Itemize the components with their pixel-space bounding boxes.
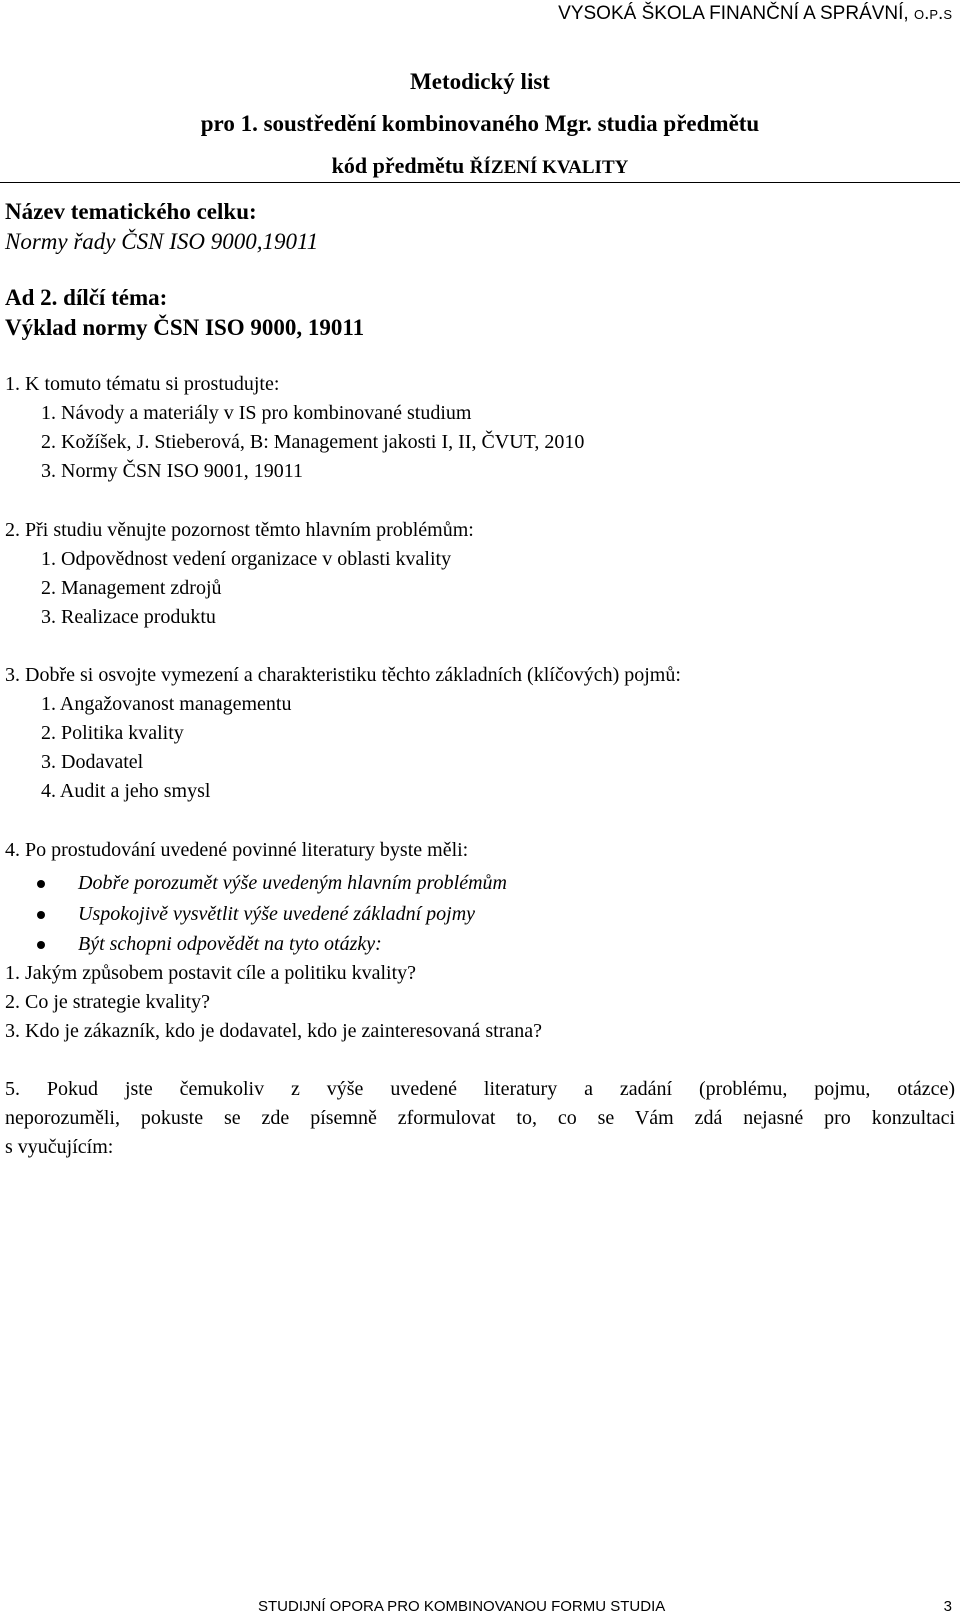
course-prefix: kód předmětu <box>331 153 470 178</box>
course-code-line <box>0 153 960 181</box>
study-heading: 1. K tomuto tématu si prostudujte: <box>5 373 280 395</box>
page-number: 3 <box>943 1598 952 1615</box>
study-item: 3. Normy ČSN ISO 9001, 19011 <box>41 460 304 482</box>
course-name: ŘÍZENÍ KVALITY <box>469 157 629 178</box>
concept-item: 1. Angažovanost managementu <box>41 693 292 715</box>
topic-label: Název tematického celku: <box>5 199 257 224</box>
outcome-bullet: Být schopni odpovědět na tyto otázky: <box>78 933 382 955</box>
concept-item: 3. Dodavatel <box>41 751 144 773</box>
feedback-line: s vyučujícím: <box>5 1136 114 1158</box>
question-item: 2. Co je strategie kvality? <box>5 991 210 1013</box>
study-item: 2. Kožíšek, J. Stieberová, B: Management jakosti I, II, ČVUT, 2010 <box>41 431 585 453</box>
study-item: 1. Návody a materiály v IS pro kombinované studium <box>41 402 472 424</box>
bullet-dot-icon <box>37 941 45 949</box>
footer-text: STUDIJNÍ OPORA PRO KOMBINOVANOU FORMU STUDIA <box>258 1598 666 1615</box>
problem-item: 3. Realizace produktu <box>41 606 216 628</box>
feedback-line: 5. Pokud jste čemukoliv z výše uvedené literatury a zadání (problému, pojmu, otázce) <box>5 1078 955 1100</box>
institution-header: VYSOKÁ ŠKOLA FINANČNÍ A SPRÁVNÍ, o.p.s <box>558 3 952 24</box>
concepts-heading: 3. Dobře si osvojte vymezení a charakteristiku těchto základních (klíčových) pojmů: <box>5 664 681 686</box>
feedback-line: neporozuměli, pokuste se zde písemně zformulovat to, co se Vám zdá nejasné pro konzultaci <box>5 1107 955 1129</box>
concept-item: 2. Politika kvality <box>41 722 184 744</box>
question-item: 1. Jakým způsobem postavit cíle a politiku kvality? <box>5 962 417 984</box>
topic-value: Normy řady ČSN ISO 9000,19011 <box>5 229 319 254</box>
bullet-dot-icon <box>37 911 45 919</box>
concept-item: 4. Audit a jeho smysl <box>41 780 211 802</box>
problem-item: 2. Management zdrojů <box>41 577 222 599</box>
title-divider <box>0 182 960 183</box>
problems-heading: 2. Při studiu věnujte pozornost těmto hlavním problémům: <box>5 519 474 541</box>
document-title: Metodický list <box>410 69 550 94</box>
document-subtitle: pro 1. soustředění kombinovaného Mgr. studia předmětu <box>200 111 760 136</box>
problem-item: 1. Odpovědnost vedení organizace v oblasti kvality <box>41 548 452 570</box>
bullet-dot-icon <box>37 880 45 888</box>
outcome-bullet: Uspokojivě vysvětlit výše uvedené základní pojmy <box>78 903 476 925</box>
subtopic-value: Výklad normy ČSN ISO 9000, 19011 <box>5 315 365 340</box>
subtopic-label: Ad 2. dílčí téma: <box>5 285 168 310</box>
outcome-bullet: Dobře porozumět výše uvedeným hlavním problémům <box>78 872 507 894</box>
outcomes-heading: 4. Po prostudování uvedené povinné literatury byste měli: <box>5 839 469 861</box>
question-item: 3. Kdo je zákazník, kdo je dodavatel, kdo je zainteresovaná strana? <box>5 1020 543 1042</box>
